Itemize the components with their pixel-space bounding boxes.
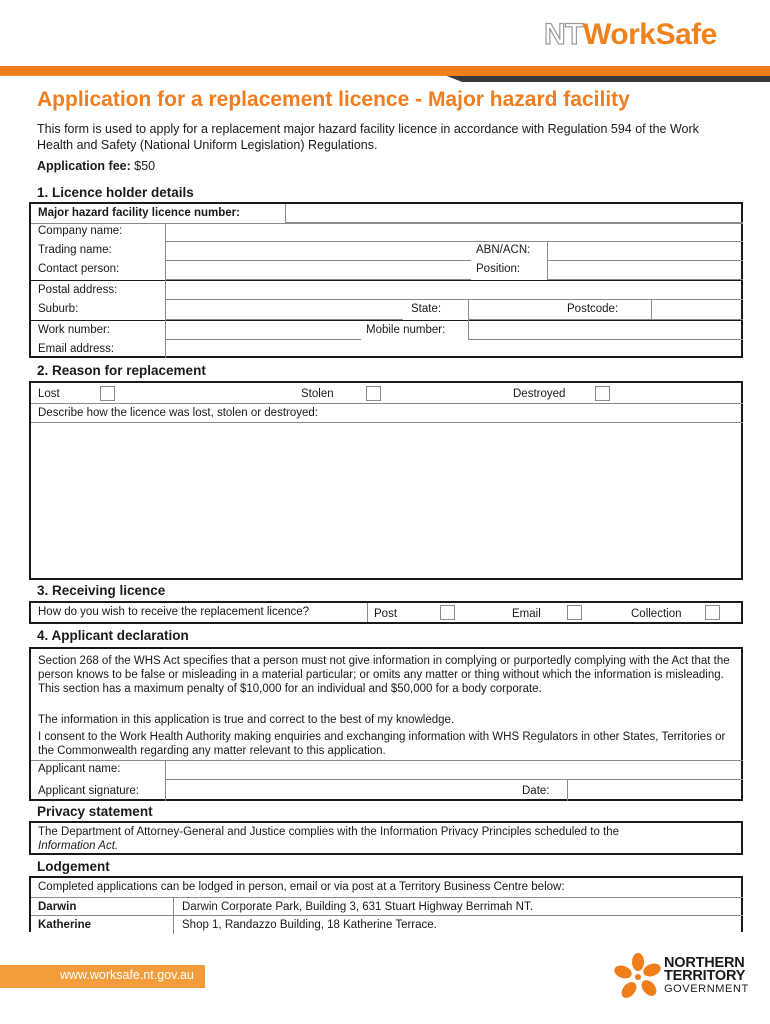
reason-box [29, 381, 743, 580]
collection-checkbox[interactable] [705, 605, 720, 620]
abn-acn-label: ABN/ACN: [476, 244, 531, 256]
stolen-label: Stolen [301, 388, 334, 400]
lodgement-address: Shop 1, Randazzo Building, 18 Katherine Terrace. [182, 919, 437, 931]
stolen-checkbox[interactable] [366, 386, 381, 401]
lodgement-box [29, 876, 743, 932]
privacy-text: The Department of Attorney-General and Justice complies with the Information Privacy Principles scheduled to the [38, 826, 620, 838]
nt-government-flower-icon [612, 952, 664, 1002]
postcode-label: Postcode: [567, 303, 619, 315]
lodgement-place: Katherine [38, 919, 92, 931]
declaration-box [29, 647, 743, 801]
postal-address-input[interactable] [165, 280, 743, 300]
position-input[interactable] [547, 261, 743, 280]
declaration-consent-text: I consent to the Work Health Authority making enquiries and exchanging information with WHS Regulators in other States, Territories or the Commonwealth regarding any matter relevant to this application. [38, 731, 726, 757]
describe-label: Describe how the licence was lost, stolen or destroyed: [38, 407, 318, 419]
post-label: Post [374, 608, 398, 620]
work-number-label: Work number: [38, 324, 111, 336]
describe-textarea[interactable] [31, 422, 743, 578]
destroyed-checkbox[interactable] [595, 386, 610, 401]
company-name-input[interactable] [165, 223, 743, 242]
contact-person-input[interactable] [165, 261, 471, 280]
postal-address-label: Postal address: [38, 284, 118, 296]
nt-government-logo: NORTHERN TERRITORY GOVERNMENT [664, 955, 749, 995]
contact-person-label: Contact person: [38, 263, 120, 275]
privacy-act: Information Act. [38, 840, 119, 852]
state-label: State: [411, 303, 442, 315]
postcode-input[interactable] [651, 300, 743, 320]
applicant-signature-input[interactable] [165, 780, 515, 801]
privacy-heading: Privacy statement [37, 804, 153, 819]
work-number-input[interactable] [165, 320, 361, 340]
abn-acn-input[interactable] [547, 242, 743, 261]
privacy-box [29, 821, 743, 855]
applicant-signature-label: Applicant signature: [38, 785, 140, 797]
position-label: Position: [476, 263, 521, 275]
email-label: Email [512, 608, 541, 620]
worksafe-logo: NTWorkSafe [544, 18, 717, 51]
suburb-label: Suburb: [38, 303, 79, 315]
lodgement-heading: Lodgement [37, 859, 110, 874]
email-checkbox[interactable] [567, 605, 582, 620]
section1-heading: 1. Licence holder details [37, 185, 194, 200]
section2-heading: 2. Reason for replacement [37, 363, 206, 378]
trading-name-input[interactable] [165, 242, 471, 261]
declaration-penalty-text: Section 268 of the WHS Act specifies that a person must not give information in complying or purportedly complying with the Act that the person knows to be false or misleading in a material particular; or omits any matter or thing without which the information is misleading. This section has a maximum penalty of $10,000 for an individual and $50,000 for a body corporate. [38, 655, 730, 695]
licence-number-input[interactable] [285, 204, 743, 223]
mobile-number-input[interactable] [468, 320, 743, 340]
declaration-true-text: The information in this application is true and correct to the best of my knowledge. [38, 714, 455, 726]
post-checkbox[interactable] [440, 605, 455, 620]
applicant-name-input[interactable] [165, 760, 743, 780]
licence-holder-box [29, 202, 743, 358]
page-title: Application for a replacement licence - Major hazard facility [37, 88, 630, 111]
lodgement-intro: Completed applications can be lodged in person, email or via post at a Territory Business Centre below: [38, 881, 565, 893]
header-stripe [0, 66, 770, 82]
applicant-name-label: Applicant name: [38, 763, 121, 775]
email-address-label: Email address: [38, 343, 115, 355]
receiving-box [29, 601, 743, 624]
collection-label: Collection [631, 608, 682, 620]
licence-number-label: Major hazard facility licence number: [38, 207, 240, 219]
mobile-number-label: Mobile number: [366, 324, 446, 336]
email-address-input[interactable] [165, 340, 743, 358]
suburb-input[interactable] [165, 300, 403, 320]
application-fee: Application fee: $50 [37, 159, 156, 173]
destroyed-label: Destroyed [513, 388, 566, 400]
date-input[interactable] [567, 780, 743, 801]
trading-name-label: Trading name: [38, 244, 112, 256]
section3-heading: 3. Receiving licence [37, 583, 166, 598]
footer-url-link[interactable]: www.worksafe.nt.gov.au [60, 968, 194, 982]
company-name-label: Company name: [38, 225, 123, 237]
lodgement-place: Darwin [38, 901, 77, 913]
intro-text: This form is used to apply for a replacement major hazard facility licence in accordance with Regulation 594 of the Work Health and Safety (National Uniform Legislation) Regulations. [37, 122, 699, 152]
section4-heading: 4. Applicant declaration [37, 628, 189, 643]
lost-checkbox[interactable] [100, 386, 115, 401]
lost-label: Lost [38, 388, 60, 400]
date-label: Date: [522, 785, 550, 797]
receive-question: How do you wish to receive the replacement licence? [38, 606, 310, 618]
lodgement-address: Darwin Corporate Park, Building 3, 631 Stuart Highway Berrimah NT. [182, 901, 533, 913]
state-input[interactable] [468, 300, 652, 320]
